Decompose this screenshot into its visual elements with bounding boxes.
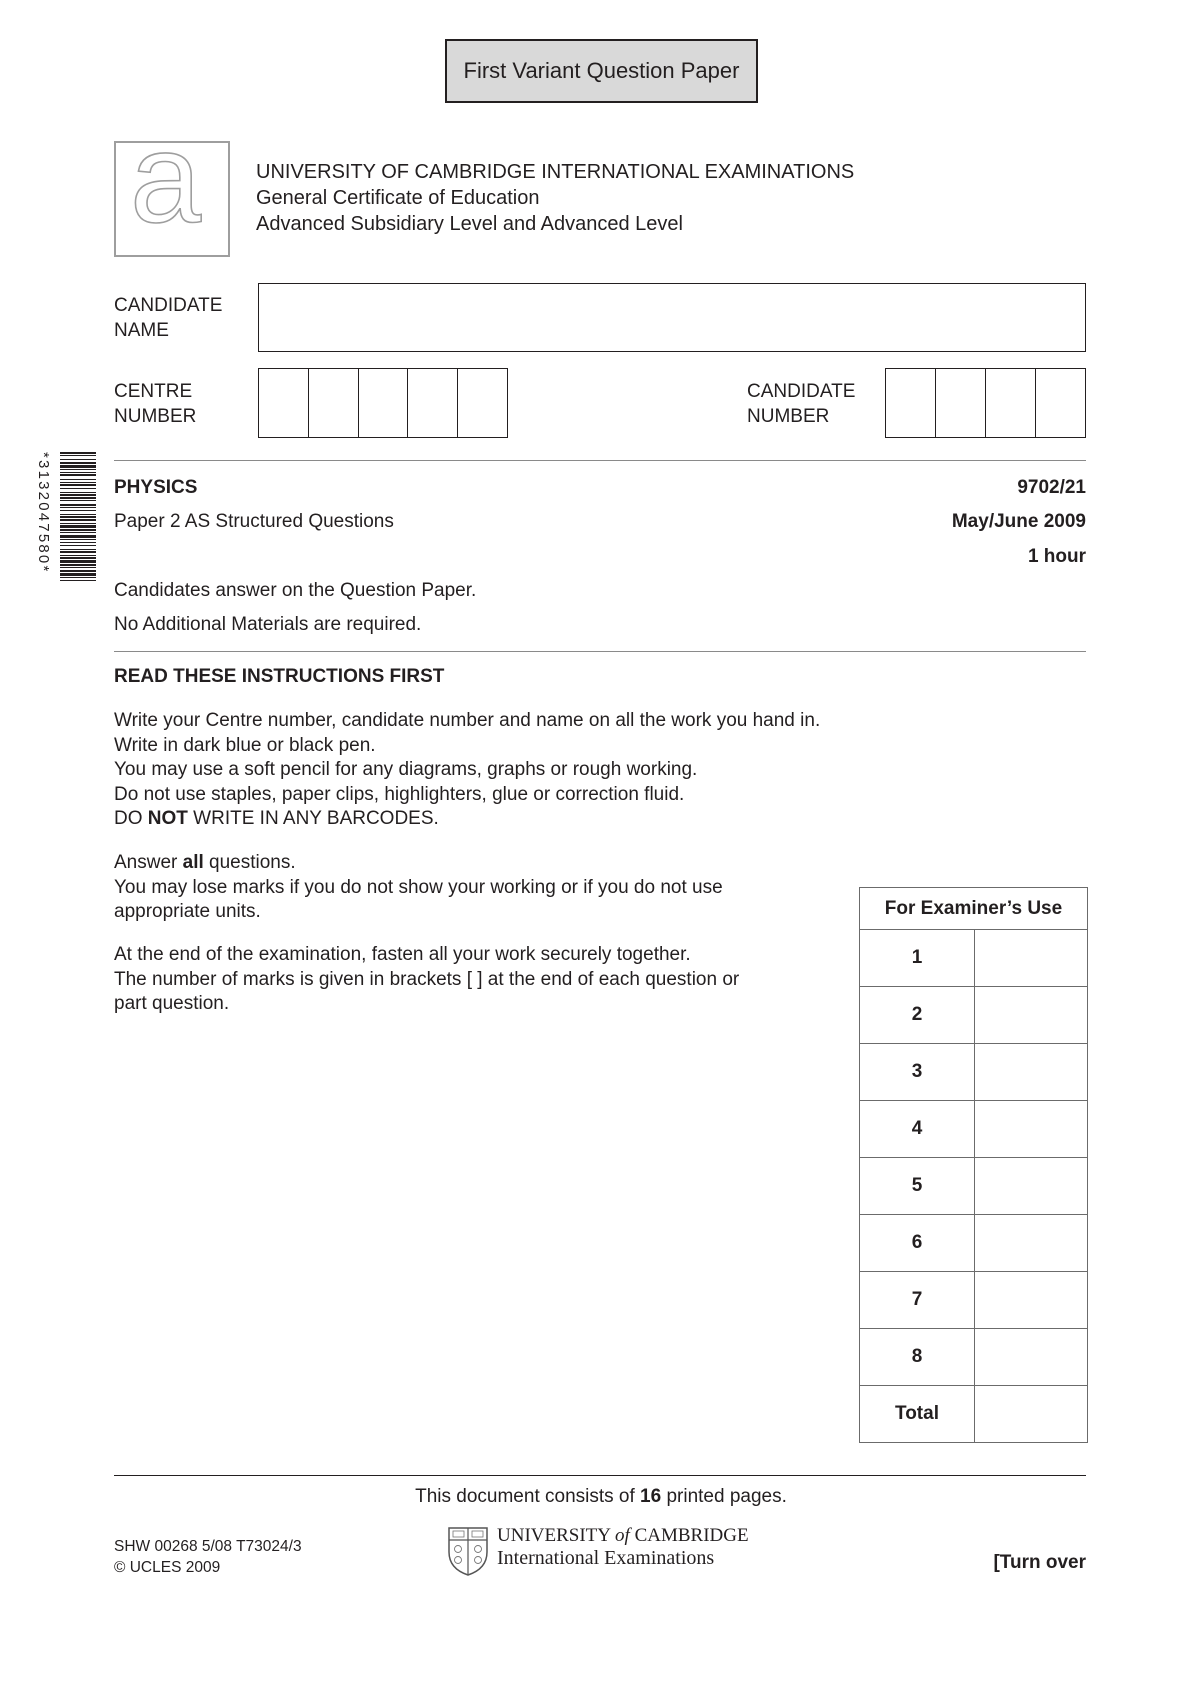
answer-all-line: Answer all questions. xyxy=(114,852,296,873)
question-number: 5 xyxy=(860,1158,975,1215)
digit-cell[interactable] xyxy=(358,369,408,437)
centre-number-label: CENTRE NUMBER xyxy=(114,381,197,427)
divider xyxy=(114,1475,1086,1476)
mark-cell[interactable] xyxy=(975,987,1088,1044)
instruction-line: You may use a soft pencil for any diagrams, graphs or rough working. xyxy=(114,759,698,780)
instructions-block-1 xyxy=(114,709,820,832)
candidate-number-label: CANDIDATE NUMBER xyxy=(747,381,856,427)
question-number: 4 xyxy=(860,1101,975,1158)
total-label: Total xyxy=(860,1386,975,1443)
instruction-line: At the end of the examination, fasten all your work securely together. xyxy=(114,944,691,965)
digit-cell[interactable] xyxy=(1035,369,1085,437)
subject-title: PHYSICS xyxy=(114,477,198,498)
instruction-line: The number of marks is given in brackets [ ] at the end of each question or xyxy=(114,968,740,990)
divider xyxy=(114,651,1086,652)
mark-cell[interactable] xyxy=(975,1329,1088,1386)
exam-session: May/June 2009 xyxy=(951,511,1086,532)
digit-cell[interactable] xyxy=(308,369,358,437)
cambridge-logo xyxy=(447,1526,749,1576)
materials-line-1: Candidates answer on the Question Paper. xyxy=(114,580,477,601)
logo-letter: a xyxy=(130,107,202,250)
variant-label: First Variant Question Paper xyxy=(445,39,758,103)
digit-cell[interactable] xyxy=(886,369,935,437)
instruction-line: You may lose marks if you do not show your working or if you do not use xyxy=(114,876,723,898)
level-name: Advanced Subsidiary Level and Advanced Level xyxy=(256,213,683,235)
digit-cell[interactable] xyxy=(457,369,507,437)
digit-cell[interactable] xyxy=(935,369,985,437)
instruction-line: Write in dark blue or black pen. xyxy=(114,734,376,756)
mark-cell[interactable] xyxy=(975,1101,1088,1158)
certificate-name: General Certificate of Education xyxy=(256,187,540,209)
exam-board-logo xyxy=(114,107,230,257)
question-number: 7 xyxy=(860,1272,975,1329)
examiner-use-table xyxy=(859,887,1088,1443)
divider xyxy=(114,460,1086,461)
mark-cell[interactable] xyxy=(975,1044,1088,1101)
turn-over-label: [Turn over xyxy=(993,1552,1086,1573)
mark-cell[interactable] xyxy=(975,1158,1088,1215)
paper-code: 9702/21 xyxy=(1017,477,1086,498)
question-number: 1 xyxy=(860,930,975,987)
cambridge-wordmark-line-1: UNIVERSITY of CAMBRIDGE xyxy=(497,1525,749,1546)
instruction-line: Do not use staples, paper clips, highlighters, glue or correction fluid. xyxy=(114,783,685,805)
cambridge-wordmark-line-2: International Examinations xyxy=(497,1547,715,1569)
examiner-table-heading: For Examiner’s Use xyxy=(860,888,1088,930)
total-mark-cell[interactable] xyxy=(975,1386,1088,1443)
instruction-line: part question. xyxy=(114,993,230,1014)
instructions-heading: READ THESE INSTRUCTIONS FIRST xyxy=(114,666,445,687)
board-name: UNIVERSITY OF CAMBRIDGE INTERNATIONAL EXAMINATIONS xyxy=(256,161,855,183)
materials-line-2: No Additional Materials are required. xyxy=(114,614,422,635)
crest-icon xyxy=(447,1526,489,1576)
question-number: 2 xyxy=(860,987,975,1044)
candidate-name-label: CANDIDATE NAME xyxy=(114,295,223,341)
digit-cell[interactable] xyxy=(985,369,1035,437)
digit-cell[interactable] xyxy=(259,369,308,437)
mark-cell[interactable] xyxy=(975,1215,1088,1272)
candidate-number-field[interactable] xyxy=(885,368,1086,438)
page-count: This document consists of 16 printed pages. xyxy=(415,1486,787,1507)
instruction-line: appropriate units. xyxy=(114,901,261,922)
centre-number-field[interactable] xyxy=(258,368,508,438)
instructions-block-2 xyxy=(114,851,723,925)
question-number: 6 xyxy=(860,1215,975,1272)
question-number: 8 xyxy=(860,1329,975,1386)
candidate-name-field[interactable] xyxy=(258,283,1086,352)
barcode-warning: DO NOT WRITE IN ANY BARCODES. xyxy=(114,808,439,829)
paper-title: Paper 2 AS Structured Questions xyxy=(114,511,394,532)
mark-cell[interactable] xyxy=(975,1272,1088,1329)
instructions-block-3 xyxy=(114,943,739,1017)
document-code: SHW 00268 5/08 T73024/3 © UCLES 2009 xyxy=(114,1538,302,1576)
exam-duration: 1 hour xyxy=(1027,546,1086,567)
barcode-digits: *3132047580* xyxy=(35,452,52,574)
mark-cell[interactable] xyxy=(975,930,1088,987)
question-number: 3 xyxy=(860,1044,975,1101)
instruction-line: Write your Centre number, candidate number and name on all the work you hand in. xyxy=(114,710,821,731)
digit-cell[interactable] xyxy=(407,369,457,437)
barcode-image xyxy=(46,452,96,684)
